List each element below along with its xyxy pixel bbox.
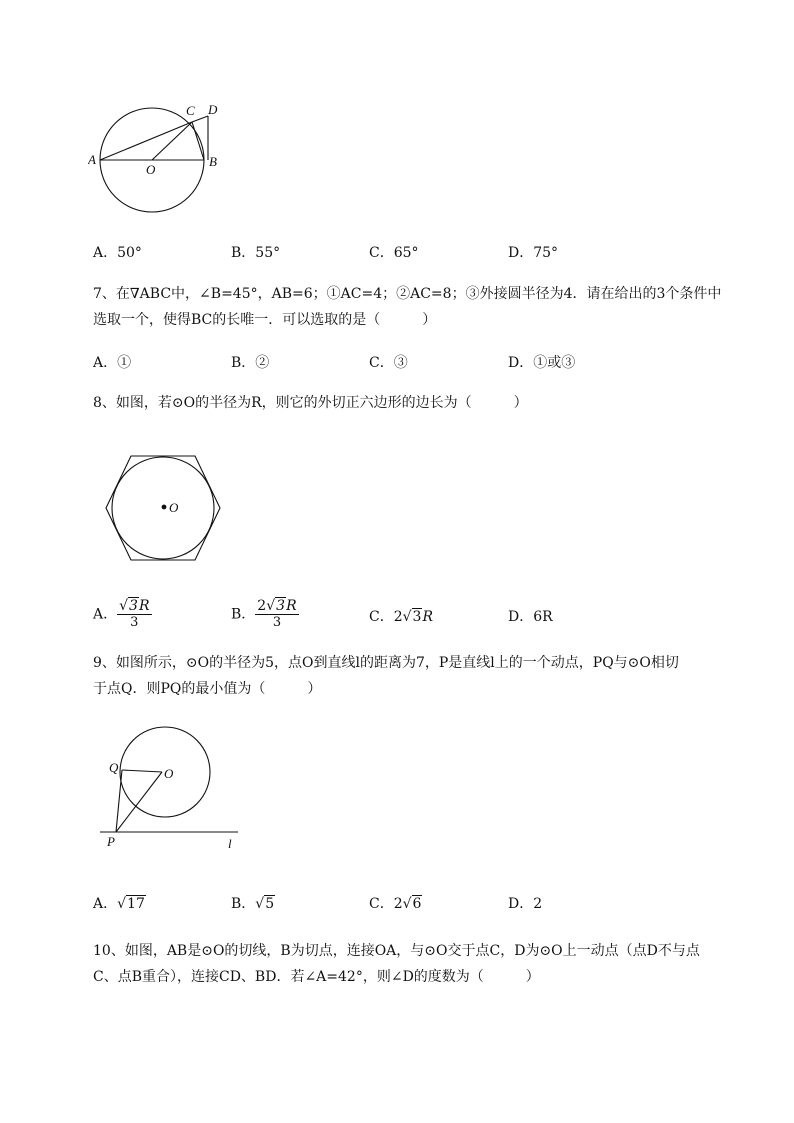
q8-option-a-den: 3 [130, 615, 139, 630]
q7-line-1: 7、在∇ABC中，∠B=45°，AB=6；①AC=4；②AC=8；③外接圆半径为4．请在给出的3个条件中 [93, 286, 722, 302]
q8-option-a-var: R [138, 598, 150, 614]
q7-option-b[interactable]: B．② [231, 355, 270, 371]
q6-options [93, 242, 743, 264]
q8-option-b-var: R [286, 598, 297, 614]
q9-line-2: 于点Q．则PQ的最小值为（ ） [93, 681, 322, 697]
q8-option-c-var: R [422, 609, 434, 625]
q9-figure [100, 722, 245, 854]
q8-option-a-prefix: A． [93, 606, 118, 623]
q8-option-b[interactable] [231, 598, 299, 631]
q6-option-d[interactable]: D．75° [508, 245, 559, 261]
q8-option-a-fraction: $\frac{√3R}{3}$ [119, 598, 150, 630]
q9-option-a-radicand: 17 [127, 896, 145, 912]
q10-text [93, 938, 743, 990]
q9-option-c[interactable]: C．2√6 [369, 896, 422, 912]
q8-option-d[interactable]: D．6R [508, 609, 553, 625]
q6-segment-ac [100, 122, 192, 160]
q6-option-b[interactable]: B．55° [231, 245, 281, 261]
q8-option-b-radicand: 3 [276, 598, 286, 614]
q10-line-1: 10、如图，AB是⊙O的切线，B为切点，连接OA，与⊙O交于点C，D为⊙O上一动点（点D不与点 [93, 943, 700, 959]
q8-option-a[interactable] [93, 598, 152, 631]
q7-option-c[interactable]: C．③ [369, 355, 408, 371]
q9-option-b-radicand: 5 [265, 896, 275, 912]
q9-option-c-prefix: C．2 [369, 896, 403, 912]
q6-label-d: D [208, 102, 218, 117]
q7-option-d[interactable]: D．①或③ [508, 355, 576, 371]
q9-option-c-radicand: 6 [412, 896, 422, 912]
q8-figure [100, 452, 226, 564]
q8-option-a-radicand: 3 [129, 598, 138, 614]
q8-option-c-prefix: C．2 [369, 609, 403, 625]
q8-center-dot [162, 505, 167, 510]
q9-segment-pq [116, 770, 122, 832]
q8-options [93, 598, 743, 632]
q9-label-l: l [228, 836, 232, 851]
q8-option-b-coef: 2 [257, 598, 267, 614]
q9-options [93, 893, 743, 915]
q6-label-b: B [209, 154, 217, 169]
q9-line-1: 9、如图所示，⊙O的半径为5，点O到直线l的距离为7，P是直线l上的一个动点，PQ与⊙O相切 [93, 655, 679, 671]
q9-option-b[interactable]: B．√5 [231, 896, 275, 912]
q7-options [93, 352, 743, 374]
q8-option-b-fraction: $\frac{2√3R}{3}$ [257, 598, 297, 630]
q9-label-q: Q [109, 760, 119, 775]
q9-option-a[interactable]: A．√17 [93, 896, 145, 912]
q6-figure [88, 96, 228, 221]
q9-text [93, 650, 743, 702]
q6-label-a: A [88, 152, 96, 167]
q8-option-c-radicand: 3 [412, 609, 422, 625]
q7-line-2: 选取一个，使得BC的长唯一．可以选取的是（ ） [93, 312, 437, 328]
q9-label-p: P [107, 834, 115, 849]
q9-option-a-prefix: A． [93, 896, 118, 912]
q6-segment-cb [192, 122, 204, 160]
q7-text [93, 281, 743, 333]
q6-label-c: C [186, 103, 195, 118]
q8-label-o: O [169, 500, 179, 515]
q10-line-2: C、点B重合），连接CD、BD．若∠A=42°，则∠D的度数为（ ） [93, 969, 540, 985]
q9-option-d[interactable]: D．2 [508, 896, 543, 912]
q9-option-b-prefix: B． [231, 896, 256, 912]
q8-text [93, 390, 743, 416]
q9-label-o: O [164, 766, 174, 781]
q6-segment-oc [152, 122, 192, 160]
q6-option-c[interactable]: C．65° [369, 245, 419, 261]
q7-option-a[interactable]: A．① [93, 355, 132, 371]
q9-segment-qo [122, 770, 162, 772]
q6-option-a[interactable]: A．50° [93, 245, 142, 261]
q8-line-1: 8、如图，若⊙O的半径为R，则它的外切正六边形的边长为（ ） [93, 395, 528, 411]
q6-label-o: O [146, 162, 156, 177]
q8-option-b-prefix: B． [231, 606, 256, 623]
q9-segment-po [116, 772, 162, 832]
q8-option-b-den: 3 [272, 615, 282, 630]
q8-option-c[interactable]: C．2√3R [369, 609, 434, 625]
